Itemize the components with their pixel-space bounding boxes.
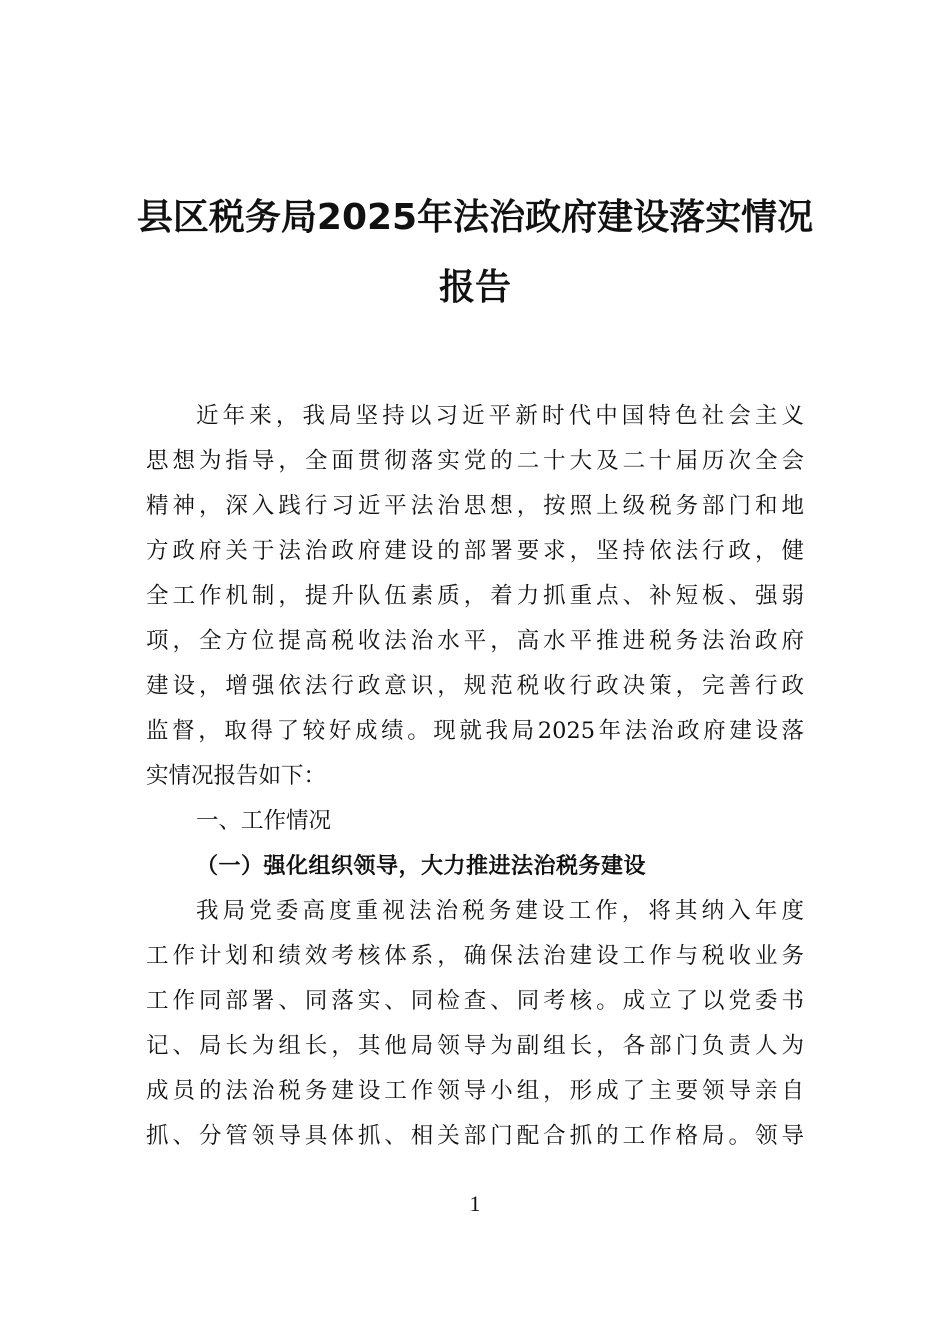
document-title-line-1: 县区税务局2025年法治政府建设落实情况 bbox=[136, 197, 814, 238]
paragraph-line: 方政府关于法治政府建设的部署要求，坚持依法行政，健 bbox=[146, 538, 804, 564]
section-heading: 一、工作情况 bbox=[196, 808, 332, 834]
paragraph-line: 实情况报告如下： bbox=[146, 763, 327, 789]
paragraph-line: 精神，深入践行习近平法治思想，按照上级税务部门和地 bbox=[146, 493, 804, 519]
document-title-line-2: 报告 bbox=[438, 267, 511, 308]
paragraph-line: 我局党委高度重视法治税务建设工作，将其纳入年度 bbox=[196, 898, 804, 924]
subsection-heading: （一）强化组织领导，大力推进法治税务建设 bbox=[196, 853, 647, 879]
paragraph-line: 近年来，我局坚持以习近平新时代中国特色社会主义 bbox=[196, 403, 804, 429]
paragraph-line: 项，全方位提高税收法治水平，高水平推进税务法治政府 bbox=[146, 628, 804, 654]
paragraph-line: 记、局长为组长，其他局领导为副组长，各部门负责人为 bbox=[146, 1033, 804, 1059]
paragraph-line: 工作计划和绩效考核体系，确保法治建设工作与税收业务 bbox=[146, 943, 804, 969]
paragraph-line: 思想为指导，全面贯彻落实党的二十大及二十届历次全会 bbox=[146, 448, 804, 474]
paragraph-line: 抓、分管领导具体抓、相关部门配合抓的工作格局。领导 bbox=[146, 1123, 804, 1149]
page-number: 1 bbox=[469, 1191, 481, 1216]
paragraph-line: 工作同部署、同落实、同检查、同考核。成立了以党委书 bbox=[146, 988, 804, 1014]
paragraph-line: 监督，取得了较好成绩。现就我局2025年法治政府建设落 bbox=[146, 718, 804, 744]
paragraph-line: 全工作机制，提升队伍素质，着力抓重点、补短板、强弱 bbox=[146, 583, 804, 609]
paragraph-line: 成员的法治税务建设工作领导小组，形成了主要领导亲自 bbox=[146, 1078, 804, 1104]
paragraph-line: 建设，增强依法行政意识，规范税收行政决策，完善行政 bbox=[146, 673, 804, 699]
